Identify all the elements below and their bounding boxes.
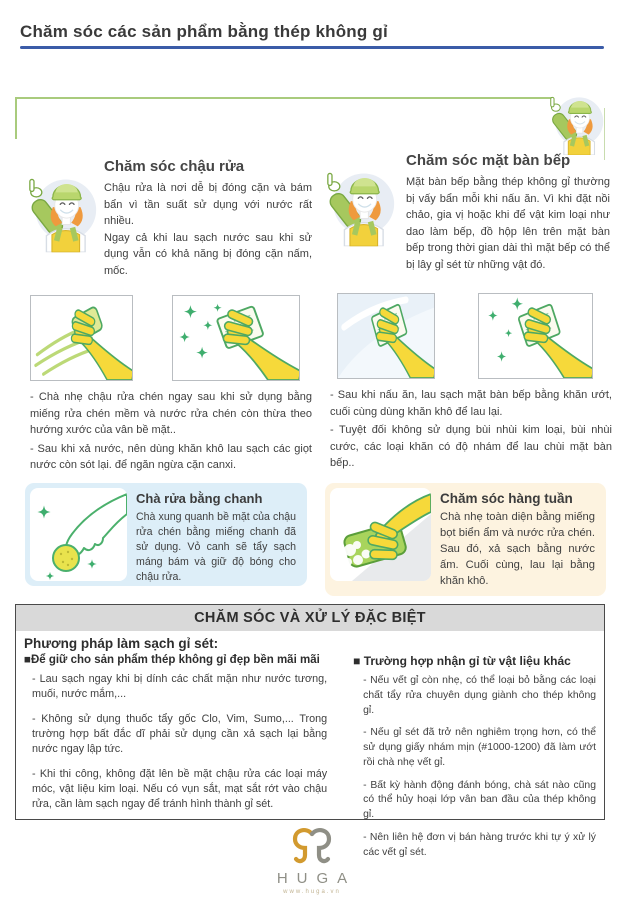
sink-tips — [30, 389, 312, 476]
section-countertop-care — [326, 152, 610, 273]
rust-prevention-item: - Không sử dụng thuốc tẩy gốc Clo, Vim, Sumo,... Trong trường hợp bất đắc dĩ phải sử dụng cần xả sạch lại bằng nước ngay lập tức. — [32, 712, 328, 756]
lemon-card-heading: Chà rửa bằng chanh — [136, 491, 263, 506]
cleaning-lady-icon — [28, 162, 98, 254]
lemon-card-body: Chà xung quanh bề mặt của chậu rửa chén bằng miếng chanh đã sử dụng. Vỏ canh sẽ tẩy sạch máng bám và giữ độ bóng cho chậu rửa. — [136, 511, 296, 584]
footer — [0, 824, 624, 895]
rust-transfer-title: ■ Trường hợp nhận gỉ từ vật liệu khác — [353, 654, 571, 668]
rust-prevention-item: - Khi thi công, không đặt lên bề mặt chậu rửa các loại máy móc, vật liệu kim loại. Nếu có vụn sắt, mạt sắt rớt vào chậu rửa, cần làm sạch ngay để tránh hình thành gỉ sét. — [32, 767, 328, 811]
weekly-card-body: Chà nhẹ toàn diện bằng miếng bọt biển ẩm và nước rửa chén. Sau đó, xả sạch bằng nước ấm. Cuối cùng, lau lại bằng khăn khô. — [440, 511, 595, 587]
countertop-care-heading: Chăm sóc mặt bàn bếp — [406, 152, 571, 169]
cleaning-lady-icon — [326, 156, 396, 248]
weekly-care-card — [325, 483, 606, 596]
title-underline — [20, 46, 604, 49]
rust-transfer-item: - Nên liên hệ đơn vị bán hàng trước khi tự ý xử lý các vết gỉ sét. — [363, 831, 596, 858]
sink-tip: - Sau khi xả nước, nên dùng khăn khô lau sạch các giọt nước còn sót lại. để ngăn ngừa cặn canxi. — [30, 442, 312, 471]
hand-scrubbing-lemon-icon — [30, 488, 127, 581]
hand-wiping-surface-icon — [337, 293, 435, 379]
rust-prevention-title: ■Để giữ cho sản phẩm thép không gỉ đẹp bền mãi mãi — [24, 654, 320, 666]
brand-website: www.huga.vn — [283, 889, 341, 895]
countertop-tip: - Tuyệt đối không sử dụng bùi nhùi kim loại, bùi nhùi cước, các loại khăn có độ nhám để lau chùi mặt bàn bếp.. — [330, 424, 612, 469]
weekly-card-heading: Chăm sóc hàng tuần — [440, 491, 573, 506]
hand-sponge-foam-icon — [330, 488, 431, 581]
rust-prevention-item: - Lau sạch ngay khi bị dính các chất mặn như nước tương, muối, nước mắm,... — [32, 673, 328, 701]
sink-care-paragraph-1: Chậu rửa là nơi dễ bị đóng cặn và bám bẩn vì tần suất sử dụng với nước rất nhiều. — [104, 182, 312, 227]
cleaning-lady-icon — [549, 85, 605, 155]
sink-care-heading: Chăm sóc chậu rửa — [104, 158, 245, 175]
section-sink-care — [28, 158, 312, 279]
hand-polishing-sparkles-icon — [172, 295, 300, 381]
sink-care-body — [104, 180, 312, 279]
huga-logo-icon — [284, 824, 340, 868]
rust-transfer-item: - Nếu vết gỉ còn nhẹ, có thể loại bỏ bằng các loại chất tẩy rửa chuyên dụng giành cho thép không gỉ. — [363, 675, 596, 716]
special-section-box — [15, 631, 605, 858]
countertop-tips — [330, 387, 612, 474]
green-bracket-top — [15, 97, 553, 99]
sink-tip: - Chà nhẹ chậu rửa chén ngay sau khi sử dụng bằng miếng rửa chén mềm và nước rửa chén còn thừa theo hướng xước của vân bề mặt.. — [30, 391, 312, 436]
green-bracket-left — [15, 97, 17, 139]
countertop-tip: - Sau khi nấu ăn, lau sạch mặt bàn bếp bằng khăn ướt, cuối cùng dùng khăn khô để lau lại. — [330, 389, 612, 418]
rust-transfer-item: - Nếu gỉ sét đã trở nên nghiêm trọng hơn, có thể sử dụng giấy nhám mịn (#1000-1200) đã làm ướt rồi chà nhẹ vết gỉ. — [363, 727, 596, 768]
special-section-header: CHĂM SÓC VÀ XỬ LÝ ĐẶC BIỆT — [15, 604, 605, 632]
brand-name: HUGA — [276, 870, 357, 887]
countertop-care-body: Mặt bàn bếp bằng thép không gỉ thường bị vấy bẩn mỗi khi nấu ăn. Vì khi đặt nồi chảo, gia vị hoặc khi để vật kim loại như dao làm bếp, đồ hộp lên trên mặt bàn bếp trong thời gian dài thì mặt bếp có thể bị lây gỉ sét từ những vật đó. — [406, 176, 610, 271]
hand-wiping-sponge-icon — [30, 295, 133, 381]
page-title: Chăm sóc các sản phẩm bằng thép không gỉ — [20, 22, 388, 41]
rust-transfer-item: - Bất kỳ hành động đánh bóng, chà sát nào cũng có thể hủy hoại lớp vân ban đầu của thép không gỉ. — [363, 779, 596, 821]
lemon-clean-card — [25, 483, 307, 586]
hand-polishing-sparkles-icon — [478, 293, 593, 379]
sink-care-paragraph-2: Ngay cả khi lau sạch nước sau khi sử dụng vẫn có khả năng bị đóng cặn nấm, mốc. — [104, 231, 312, 277]
rust-clean-subheading: Phương pháp làm sạch gỉ sét: — [24, 636, 219, 651]
